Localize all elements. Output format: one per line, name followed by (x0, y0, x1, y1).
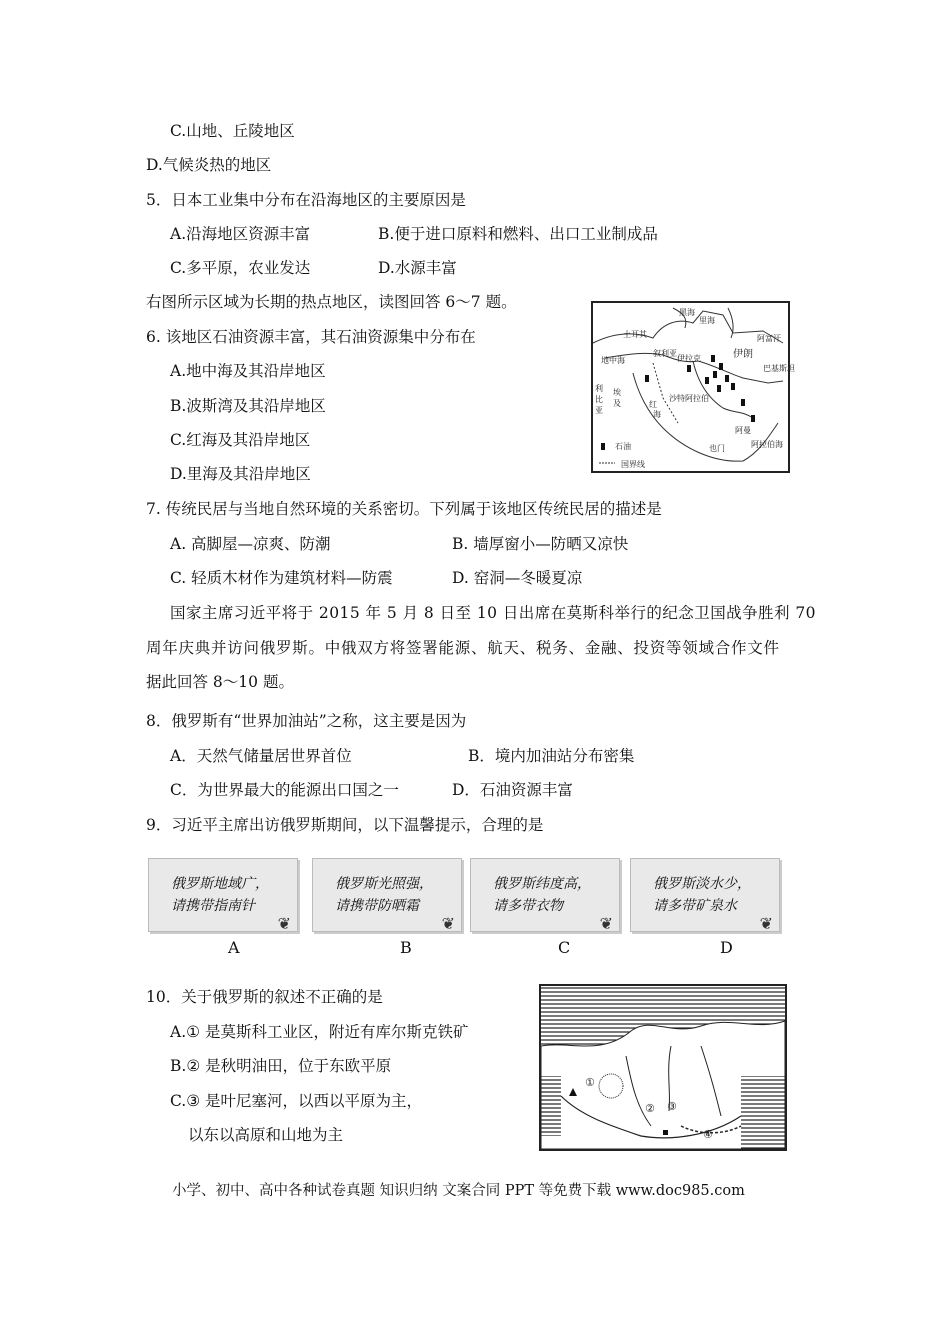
q8-option-c: C．为世界最大的能源出口国之一 (170, 781, 399, 799)
q4-option-d: D.气候炎热的地区 (146, 156, 272, 174)
label-black-sea: 黑海 (679, 308, 695, 317)
label-turkey: 土耳其 (623, 330, 647, 339)
card-a (148, 858, 298, 932)
label-caspian-sea: 里海 (699, 316, 715, 325)
card-a-line2: 请携带指南针 (171, 898, 255, 914)
q8-option-a: A．天然气储量居世界首位 (170, 747, 352, 765)
q7-option-c: C. 轻质木材作为建筑材料—防震 (170, 569, 393, 587)
legend-oil: 石油 (615, 442, 631, 451)
q7-option-d: D. 窑洞—冬暖夏凉 (452, 569, 583, 587)
label-yemen: 也门 (709, 444, 725, 453)
question-5: 5．日本工业集中分布在沿海地区的主要原因是 (146, 191, 466, 209)
q5-option-b: B.便于进口原料和燃料、出口工业制成品 (378, 225, 658, 243)
question-7: 7. 传统民居与当地自然环境的关系密切。下列属于该地区传统民居的描述是 (146, 500, 662, 518)
q8-option-b: B．境内加油站分布密集 (468, 747, 635, 765)
label-pakistan: 巴基斯坦 (763, 364, 795, 373)
q5-option-c: C.多平原，农业发达 (170, 259, 311, 277)
card-c (470, 858, 620, 932)
label-mediterranean: 地中海 (601, 356, 625, 365)
marker-4: ④ (703, 1128, 713, 1141)
marker-1: ① (585, 1076, 595, 1089)
q6-option-c: C.红海及其沿岸地区 (170, 431, 311, 449)
label-libya: 利比亚 (595, 384, 603, 415)
label-iraq: 伊拉克 (677, 354, 701, 363)
butterfly-icon: ❦ (277, 914, 291, 933)
q6-option-d: D.里海及其沿岸地区 (170, 465, 311, 483)
card-c-line2: 请多带衣物 (493, 898, 563, 914)
label-oman: 阿曼 (735, 426, 751, 435)
label-arabian-sea: 阿拉伯海 (751, 440, 783, 449)
question-9: 9．习近平主席出访俄罗斯期间，以下温馨提示，合理的是 (146, 816, 544, 834)
card-d-line1: 俄罗斯淡水少， (653, 876, 751, 892)
card-b-label: B (400, 938, 412, 957)
q6-option-a: A.地中海及其沿岸地区 (170, 362, 326, 380)
russia-map-drawing (541, 986, 785, 1149)
q4-option-c: C.山地、丘陵地区 (170, 122, 295, 140)
q7-option-a: A. 高脚屋—凉爽、防潮 (170, 535, 331, 553)
butterfly-icon: ❦ (599, 914, 613, 933)
q7-option-b: B. 墙厚窗小—防晒又凉快 (452, 535, 629, 553)
label-syria: 叙利亚 (653, 349, 677, 358)
card-b-line2: 请携带防晒霜 (335, 898, 419, 914)
q5-option-a: A.沿海地区资源丰富 (170, 225, 311, 243)
question-8: 8．俄罗斯有“世界加油站”之称，这主要是因为 (146, 712, 467, 730)
q8-option-d: D．石油资源丰富 (452, 781, 573, 799)
q6-option-b: B.波斯湾及其沿岸地区 (170, 397, 326, 415)
q10-option-a: A.① 是莫斯科工业区，附近有库尔斯克铁矿 (170, 1023, 469, 1041)
footer: 小学、初中、高中各种试卷真题 知识归纳 文案合同 PPT 等免费下载 www.doc985.com (172, 1183, 745, 1199)
card-b-line1: 俄罗斯光照强， (335, 876, 433, 892)
card-a-line1: 俄罗斯地域广， (171, 876, 269, 892)
question-6: 6. 该地区石油资源丰富，其石油资源集中分布在 (146, 328, 476, 346)
card-a-label: A (228, 938, 240, 957)
q5-option-d: D.水源丰富 (378, 259, 457, 277)
label-sea: 海 (653, 410, 661, 419)
label-iran: 伊朗 (733, 349, 753, 360)
card-d-label: D (720, 938, 733, 957)
label-afghanistan: 阿富汗 (757, 334, 781, 343)
butterfly-icon: ❦ (759, 914, 773, 933)
legend-border: 国界线 (621, 460, 645, 469)
paragraph-line-3: 据此回答 8～10 题。 (146, 673, 294, 691)
marker-3: ③ (667, 1100, 677, 1113)
middle-east-map (591, 301, 795, 473)
q10-option-c: C.③ 是叶尼塞河，以西以平原为主， (170, 1092, 423, 1110)
card-c-label: C (558, 938, 571, 957)
card-d-line2: 请多带矿泉水 (653, 898, 737, 914)
paragraph-line-2: 周年庆典并访问俄罗斯。中俄双方将签署能源、航天、税务、金融、投资等领域合作文件 (146, 639, 780, 657)
label-saudi-arabia: 沙特阿拉伯 (669, 394, 709, 403)
paragraph-line-1: 国家主席习近平将于 2015 年 5 月 8 日至 10 日出席在莫斯科举行的纪念卫国战争胜利 70 (170, 604, 816, 622)
card-d (630, 858, 780, 932)
question-10: 10．关于俄罗斯的叙述不正确的是 (146, 988, 383, 1006)
russia-map (539, 984, 787, 1151)
marker-2: ② (645, 1102, 655, 1115)
label-red: 红 (649, 400, 657, 409)
q10-option-c-cont: 以东以高原和山地为主 (188, 1126, 344, 1144)
card-c-line1: 俄罗斯纬度高， (493, 876, 591, 892)
intro-6-7: 右图所示区域为长期的热点地区，读图回答 6～7 题。 (146, 293, 517, 311)
butterfly-icon: ❦ (441, 914, 455, 933)
label-egypt: 埃及 (613, 388, 621, 408)
q10-option-b: B.② 是秋明油田，位于东欧平原 (170, 1057, 392, 1075)
card-b (312, 858, 462, 932)
